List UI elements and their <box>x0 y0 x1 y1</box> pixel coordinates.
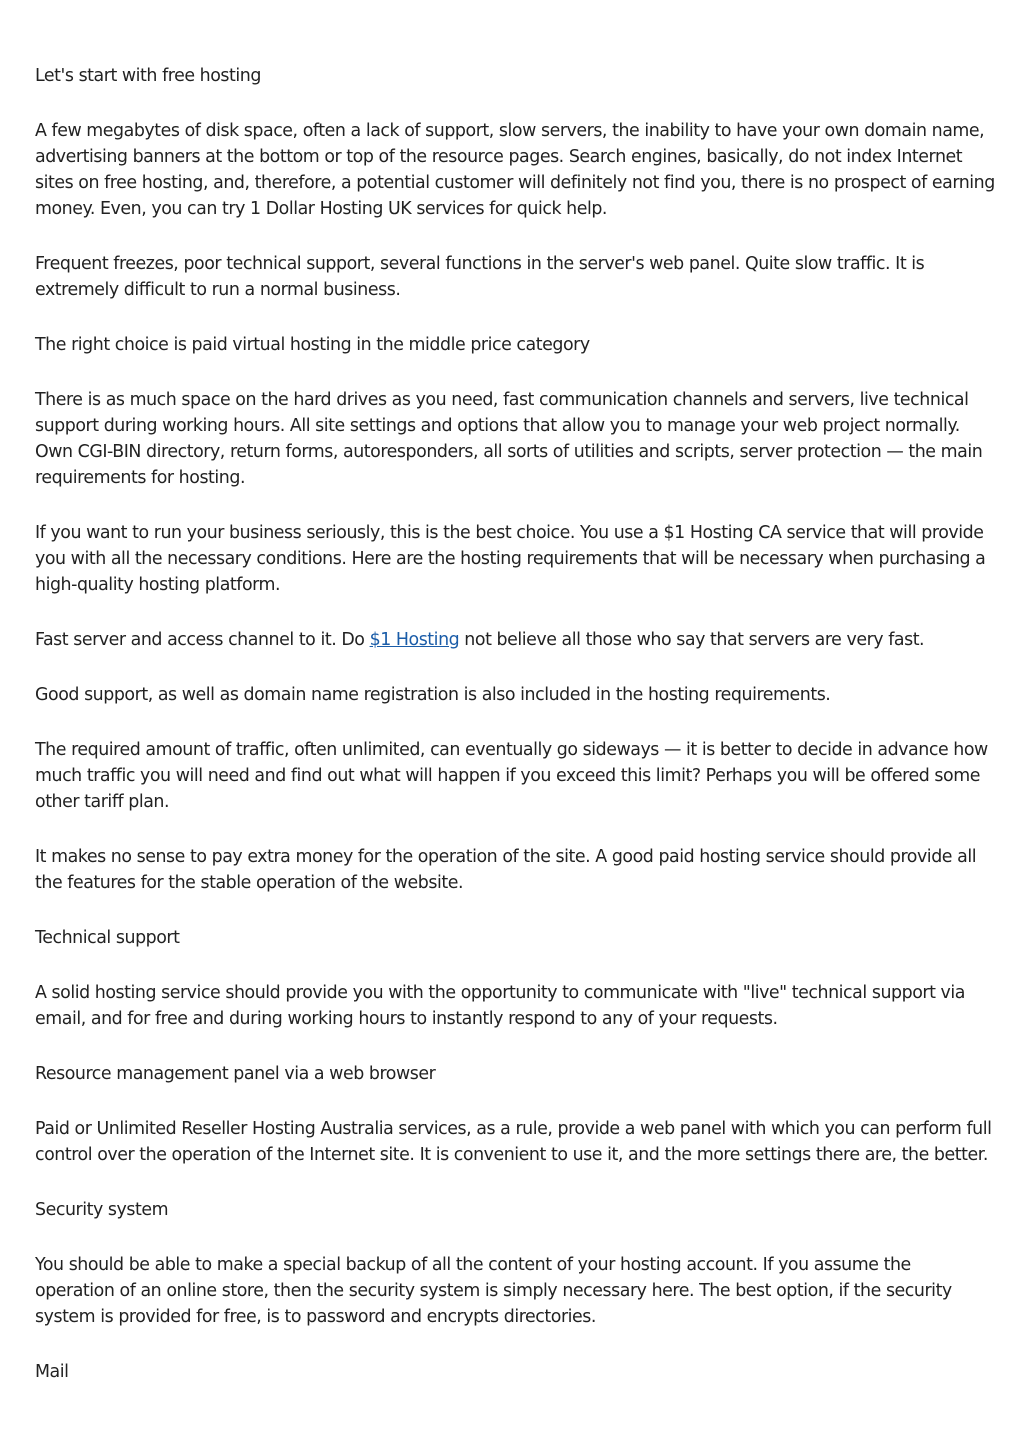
document-body <box>35 63 995 1414</box>
paragraph-hard-drive-space: There is as much space on the hard drives as you need, fast communication channels and servers, live technical support during working hours. All site settings and options that allow you to manage your web project normally. Own CGI-BIN directory, return forms, autoresponders, all sorts of utilities and scripts, server protection — the main requirements for hosting. <box>35 390 983 488</box>
paragraph-freezes: Frequent freezes, poor technical support, several functions in the server's web panel. Quite slow traffic. It is extremely difficult to run a normal business. <box>35 254 925 300</box>
heading-technical-support: Technical support <box>35 928 180 948</box>
paragraph-extra-money: It makes no sense to pay extra money for the operation of the site. A good paid hosting service should provide all the features for the stable operation of the website. <box>35 847 977 893</box>
paragraph-web-panel: Paid or Unlimited Reseller Hosting Australia services, as a rule, provide a web panel with which you can perform full control over the operation of the Internet site. It is convenient to use it, and the more settings there are, the better. <box>35 1119 992 1165</box>
paragraph-live-support: A solid hosting service should provide you with the opportunity to communicate with "live" technical support via email, and for free and during working hours to instantly respond to any of your requests. <box>35 983 965 1029</box>
fast-server-text-before: Fast server and access channel to it. Do <box>35 630 370 650</box>
fast-server-text-after: not believe all those who say that servers are very fast. <box>459 630 925 650</box>
hosting-link[interactable]: $1 Hosting <box>369 630 460 650</box>
paragraph-run-business: If you want to run your business seriously, this is the best choice. You use a $1 Hosting CA service that will provide you with all the necessary conditions. Here are the hosting requirements that will be necessary when purchasing a high-quality hosting platform. <box>35 523 986 595</box>
heading-mail: Mail <box>35 1362 69 1382</box>
paragraph-backup: You should be able to make a special backup of all the content of your hosting account. If you assume the operation of an online store, then the security system is simply necessary here. The best option, if the security system is provided for free, is to password and encrypts directories. <box>35 1255 952 1327</box>
paragraph-good-support: Good support, as well as domain name registration is also included in the hosting requirements. <box>35 685 831 705</box>
paragraph-free-hosting-drawbacks: A few megabytes of disk space, often a lack of support, slow servers, the inability to have your own domain name, advertising banners at the bottom or top of the resource pages. Search engines, basically, do not index Internet sites on free hosting, and, therefore, a potential customer will definitely not find you, there is no prospect of earning money. Even, you can try 1 Dollar Hosting UK services for quick help. <box>35 121 995 219</box>
heading-free-hosting: Let's start with free hosting <box>35 66 261 86</box>
heading-security-system: Security system <box>35 1200 169 1220</box>
heading-right-choice: The right choice is paid virtual hosting in the middle price category <box>35 335 590 355</box>
paragraph-traffic: The required amount of traffic, often unlimited, can eventually go sideways — it is better to decide in advance how much traffic you will need and find out what will happen if you exceed this limit? Perhaps you will be offered some other tariff plan. <box>35 740 988 812</box>
paragraph-fast-server <box>35 627 995 653</box>
heading-resource-panel: Resource management panel via a web browser <box>35 1064 436 1084</box>
